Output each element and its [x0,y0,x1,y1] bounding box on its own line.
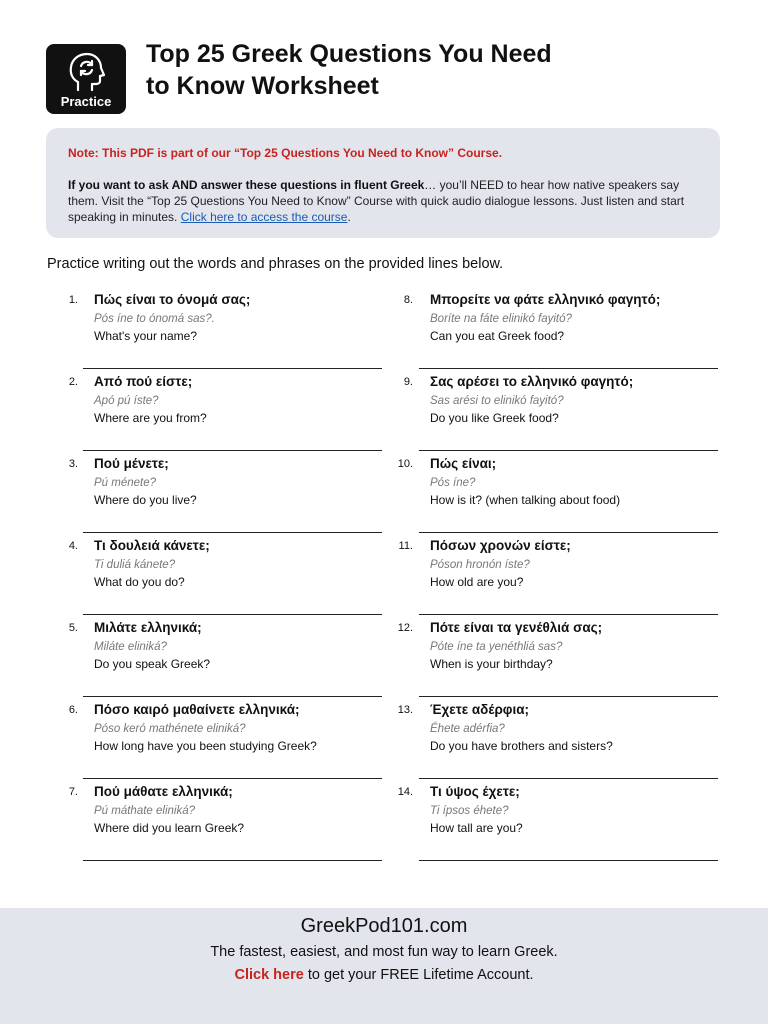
question-number: 4. [68,540,78,552]
question-item [56,454,356,536]
english-translation: Where do you live? [94,493,197,507]
questions-left-column [56,290,356,864]
question-number: 10. [397,458,413,470]
transliteration: Pú máthate eliniká? [94,805,196,817]
question-number: 9. [403,376,413,388]
english-translation: Can you eat Greek food? [430,329,565,343]
note-heading: Note: This PDF is part of our “Top 25 Questions You Need to Know” Course. [68,146,503,160]
writing-line[interactable] [419,532,718,533]
transliteration: Póson hronón íste? [430,559,530,571]
greek-question: Μπορείτε να φάτε ελληνικό φαγητό; [430,292,661,307]
transliteration: Sas arési to elinikó fayitó? [430,395,564,407]
greek-question: Μιλάτε ελληνικά; [94,620,202,635]
writing-line[interactable] [83,860,382,861]
writing-line[interactable] [83,532,382,533]
question-item [392,454,692,536]
page-title [146,38,666,102]
english-translation: What's your name? [94,329,198,343]
greek-question: Πού μένετε; [94,456,169,471]
english-translation: When is your birthday? [430,657,553,671]
tagline: The fastest, easiest, and most fun way to learn Greek. [210,944,558,960]
question-item [56,290,356,372]
writing-line[interactable] [419,368,718,369]
transliteration: Póso keró mathénete eliniká? [94,723,246,735]
question-item [56,536,356,618]
question-number: 14. [397,786,413,798]
question-number: 1. [68,294,78,306]
greek-question: Σας αρέσει το ελληνικό φαγητό; [430,374,634,389]
questions-right-column [392,290,692,864]
note-bold-text: If you want to ask AND answer these questions in fluent Greek [68,178,425,192]
question-item [392,290,692,372]
transliteration: Pós íne? [430,477,476,489]
writing-line[interactable] [419,614,718,615]
english-translation: How long have you been studying Greek? [94,739,317,753]
greek-question: Πόσων χρονών είστε; [430,538,571,553]
greek-question: Από πού είστε; [94,374,193,389]
english-translation: Do you like Greek food? [430,411,559,425]
writing-line[interactable] [83,614,382,615]
question-number: 6. [68,704,78,716]
transliteration: Ti ípsos éhete? [430,805,509,817]
transliteration: Ti duliá kánete? [94,559,176,571]
question-item [392,782,692,864]
question-item [56,700,356,782]
greek-question: Πότε είναι τα γενέθλιά σας; [430,620,603,635]
signup-cta-text: to get your FREE Lifetime Account. [303,967,534,983]
transliteration: Apó pú íste? [94,395,159,407]
instructions-text: Practice writing out the words and phrases on the provided lines below. [47,256,504,272]
greek-question: Τι δουλειά κάνετε; [94,538,210,553]
greek-question: Πώς είναι; [430,456,497,471]
question-item [56,618,356,700]
transliteration: Pós íne to ónomá sas?. [94,313,215,325]
writing-line[interactable] [83,450,382,451]
transliteration: Boríte na fáte elinikó fayitó? [430,313,572,325]
question-item [56,372,356,454]
question-number: 7. [68,786,78,798]
writing-line[interactable] [83,368,382,369]
question-number: 5. [68,622,78,634]
question-item [392,536,692,618]
greek-question: Τι ύψος έχετε; [430,784,520,799]
head-icon [64,50,108,94]
greek-question: Πού μάθατε ελληνικά; [94,784,233,799]
transliteration: Pú ménete? [94,477,157,489]
course-note-box [46,128,720,238]
question-item [392,618,692,700]
signup-cta [0,967,768,983]
signup-link[interactable]: Click here [234,967,304,983]
writing-line[interactable] [83,778,382,779]
question-item [392,372,692,454]
question-number: 3. [68,458,78,470]
writing-line[interactable] [419,860,718,861]
note-link-tail: . [347,210,351,224]
question-item [392,700,692,782]
writing-line[interactable] [419,696,718,697]
question-item [56,782,356,864]
question-number: 8. [403,294,413,306]
english-translation: Where are you from? [94,411,207,425]
english-translation: How is it? (when talking about food) [430,493,621,507]
logo-label: Practice [60,94,112,109]
title-line-1: Top 25 Greek Questions You Need [146,40,552,68]
note-body [68,177,698,225]
english-translation: Where did you learn Greek? [94,821,245,835]
access-course-link[interactable]: Click here to access the course [180,210,348,224]
transliteration: Éhete adérfia? [430,723,505,735]
greek-question: Πώς είναι το όνομά σας; [94,292,251,307]
practice-logo [46,44,126,114]
question-number: 12. [397,622,413,634]
writing-line[interactable] [83,696,382,697]
note-body-text: … you’ll NEED to hear how native speakers say them. Visit the “Top 25 Questions You Need to Know” Course with quick audio dialogue lessons. Just listen and start speaking in minutes. [68,178,685,224]
english-translation: How old are you? [430,575,524,589]
transliteration: Póte íne ta yenéthliá sas? [430,641,563,653]
question-number: 11. [398,540,413,552]
transliteration: Miláte eliniká? [94,641,167,653]
writing-line[interactable] [419,778,718,779]
greek-question: Έχετε αδέρφια; [430,702,530,717]
english-translation: Do you speak Greek? [94,657,211,671]
question-number: 2. [68,376,78,388]
question-number: 13. [397,704,413,716]
greek-question: Πόσο καιρό μαθαίνετε ελληνικά; [94,702,300,717]
english-translation: How tall are you? [430,821,523,835]
writing-line[interactable] [419,450,718,451]
site-name: GreekPod101.com [300,915,468,937]
english-translation: What do you do? [94,575,185,589]
title-line-2: to Know Worksheet [146,72,379,100]
english-translation: Do you have brothers and sisters? [430,739,613,753]
footer-banner [0,908,768,1024]
